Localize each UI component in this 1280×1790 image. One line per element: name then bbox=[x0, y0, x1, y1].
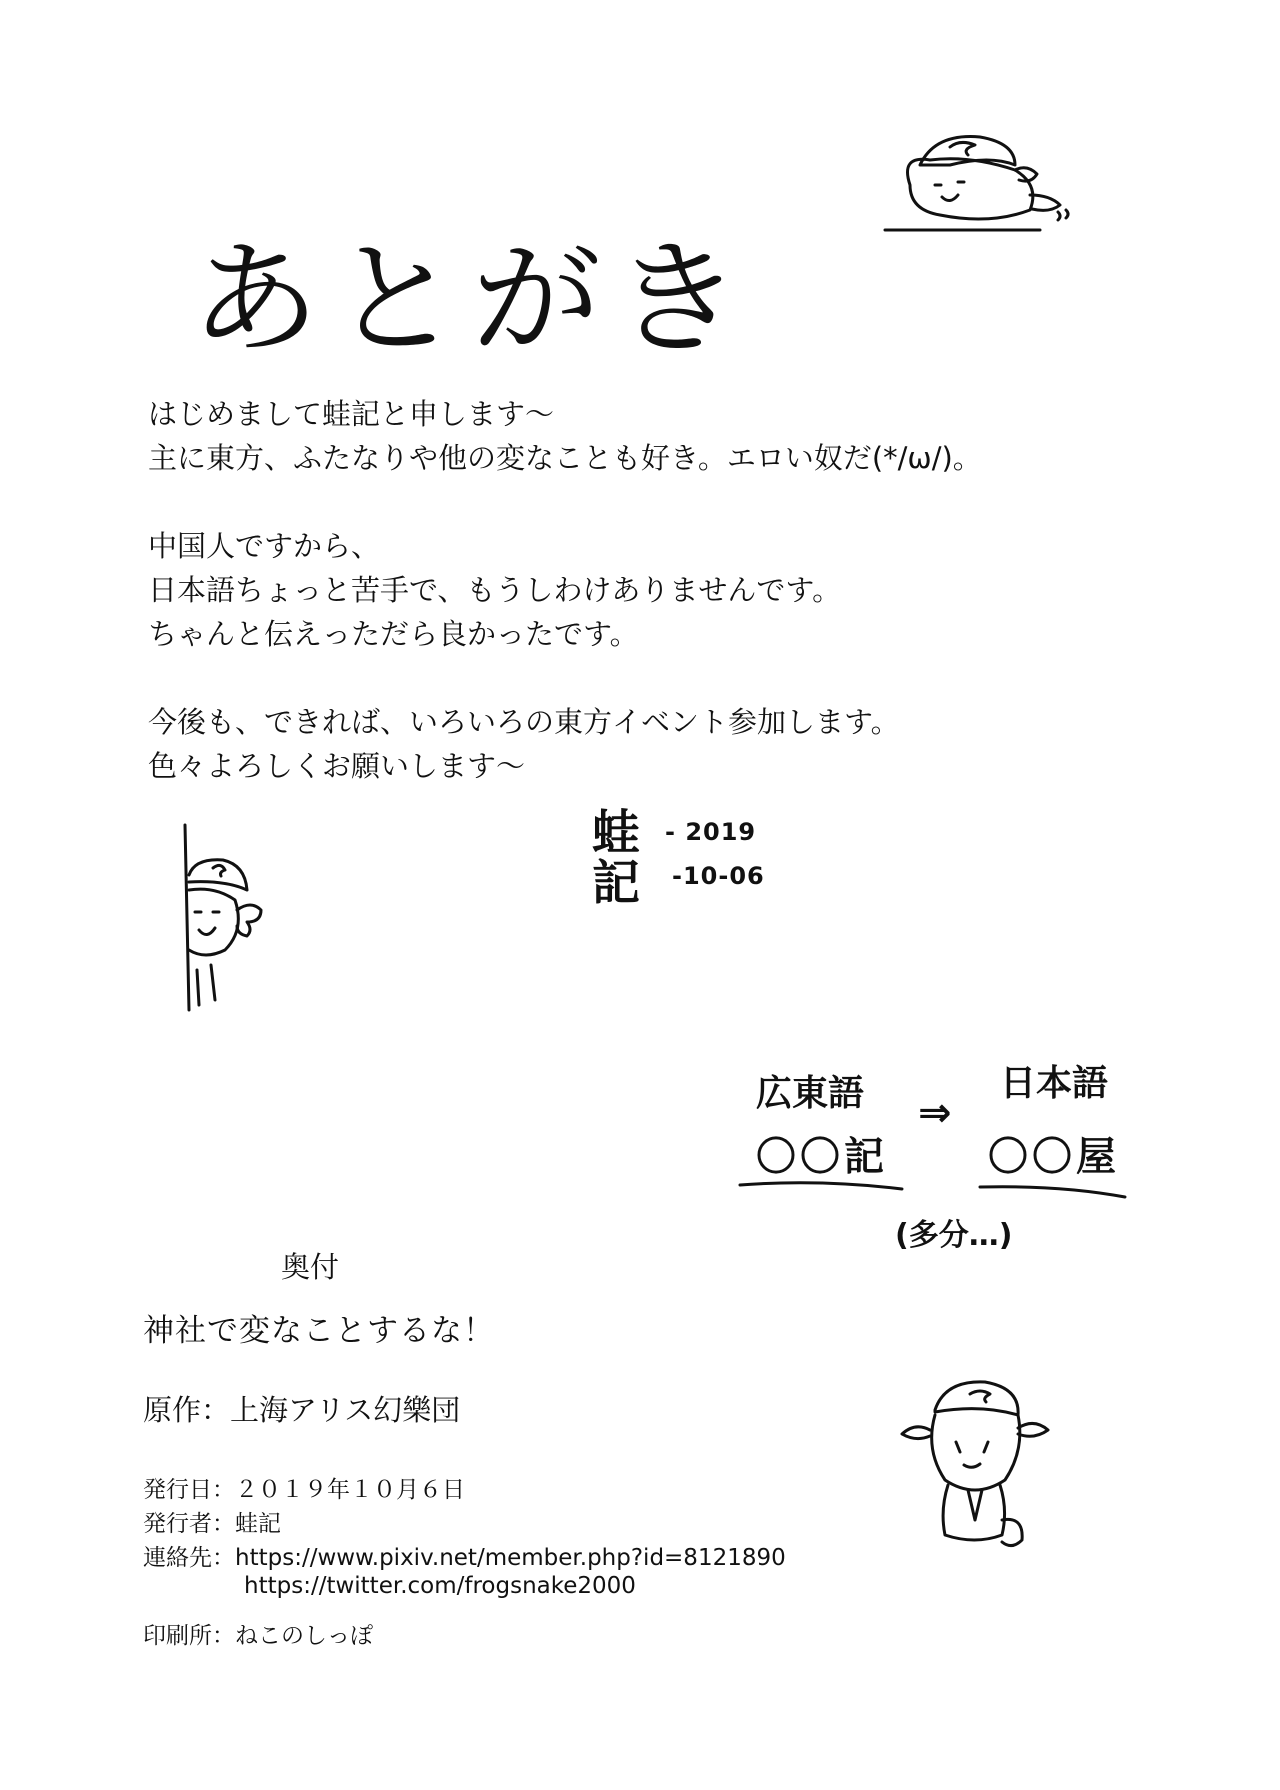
colophon-row-date bbox=[143, 1471, 465, 1504]
paragraph-2 bbox=[148, 524, 982, 656]
afterword-body bbox=[148, 392, 982, 832]
paragraph-line: 今後も、できれば、いろいろの東方イベント参加します。 bbox=[148, 705, 900, 739]
page-title: あとがき bbox=[190, 228, 753, 372]
paragraph-line: 日本語ちょっと苦手で、もうしわけありませんです。 bbox=[148, 573, 842, 607]
work-title: 神社で変なことするな！ bbox=[143, 1313, 495, 1349]
row-label: 連絡先： bbox=[143, 1545, 235, 1571]
signature-date: -10-06 bbox=[672, 862, 765, 890]
original-work: 原作：上海アリス幻樂団 bbox=[143, 1393, 461, 1427]
note-cantonese-label: 広東語 bbox=[756, 1073, 865, 1114]
row-label: 発行日： bbox=[143, 1477, 235, 1503]
colophon-row-contact-2 bbox=[244, 1573, 636, 1599]
note-arrow: ⇒ bbox=[918, 1090, 956, 1136]
paragraph-line: 中国人ですから、 bbox=[148, 529, 381, 563]
note-japanese-name: 〇〇屋 bbox=[988, 1134, 1120, 1180]
paragraph-1 bbox=[148, 392, 982, 480]
paragraph-line: はじめまして蛙記と申します～ bbox=[148, 397, 555, 431]
colophon-row-contact bbox=[143, 1539, 786, 1572]
signature-char-2: 記 bbox=[592, 855, 641, 911]
note-cantonese-name: 〇〇記 bbox=[756, 1134, 888, 1180]
row-value: ねこのしっぽ bbox=[235, 1623, 373, 1649]
paragraph-line: ちゃんと伝えっただら良かったです。 bbox=[148, 617, 639, 651]
paragraph-line: 主に東方、ふたなりや他の変なことも好き。エロい奴だ(*/ω/)。 bbox=[148, 441, 982, 475]
colophon-row-publisher bbox=[143, 1505, 281, 1538]
paragraph-line: 色々よろしくお願いします～ bbox=[148, 749, 526, 783]
colophon-heading: 奥付 bbox=[281, 1250, 340, 1284]
twitter-link[interactable]: https://twitter.com/frogsnake2000 bbox=[244, 1573, 636, 1599]
paragraph-3 bbox=[148, 700, 982, 788]
note-aside: (多分…) bbox=[895, 1218, 1013, 1253]
standing-character-doodle bbox=[890, 1370, 1060, 1560]
pixiv-link[interactable]: https://www.pixiv.net/member.php?id=8121890 bbox=[235, 1545, 786, 1571]
note-japanese-label: 日本語 bbox=[1000, 1063, 1109, 1104]
signature-year: - 2019 bbox=[665, 818, 757, 846]
row-value: 蛙記 bbox=[235, 1511, 281, 1537]
row-label: 印刷所： bbox=[143, 1623, 235, 1649]
row-value: ２０１９年１０月６日 bbox=[235, 1477, 465, 1503]
lying-character-doodle bbox=[880, 125, 1080, 235]
colophon-row-printer bbox=[143, 1617, 373, 1650]
signature-char-1: 蛙 bbox=[592, 805, 641, 861]
row-label: 発行者： bbox=[143, 1511, 235, 1537]
peeking-character-doodle bbox=[175, 820, 295, 1020]
note-underlines bbox=[740, 1175, 1140, 1215]
colophon bbox=[143, 1245, 843, 1685]
